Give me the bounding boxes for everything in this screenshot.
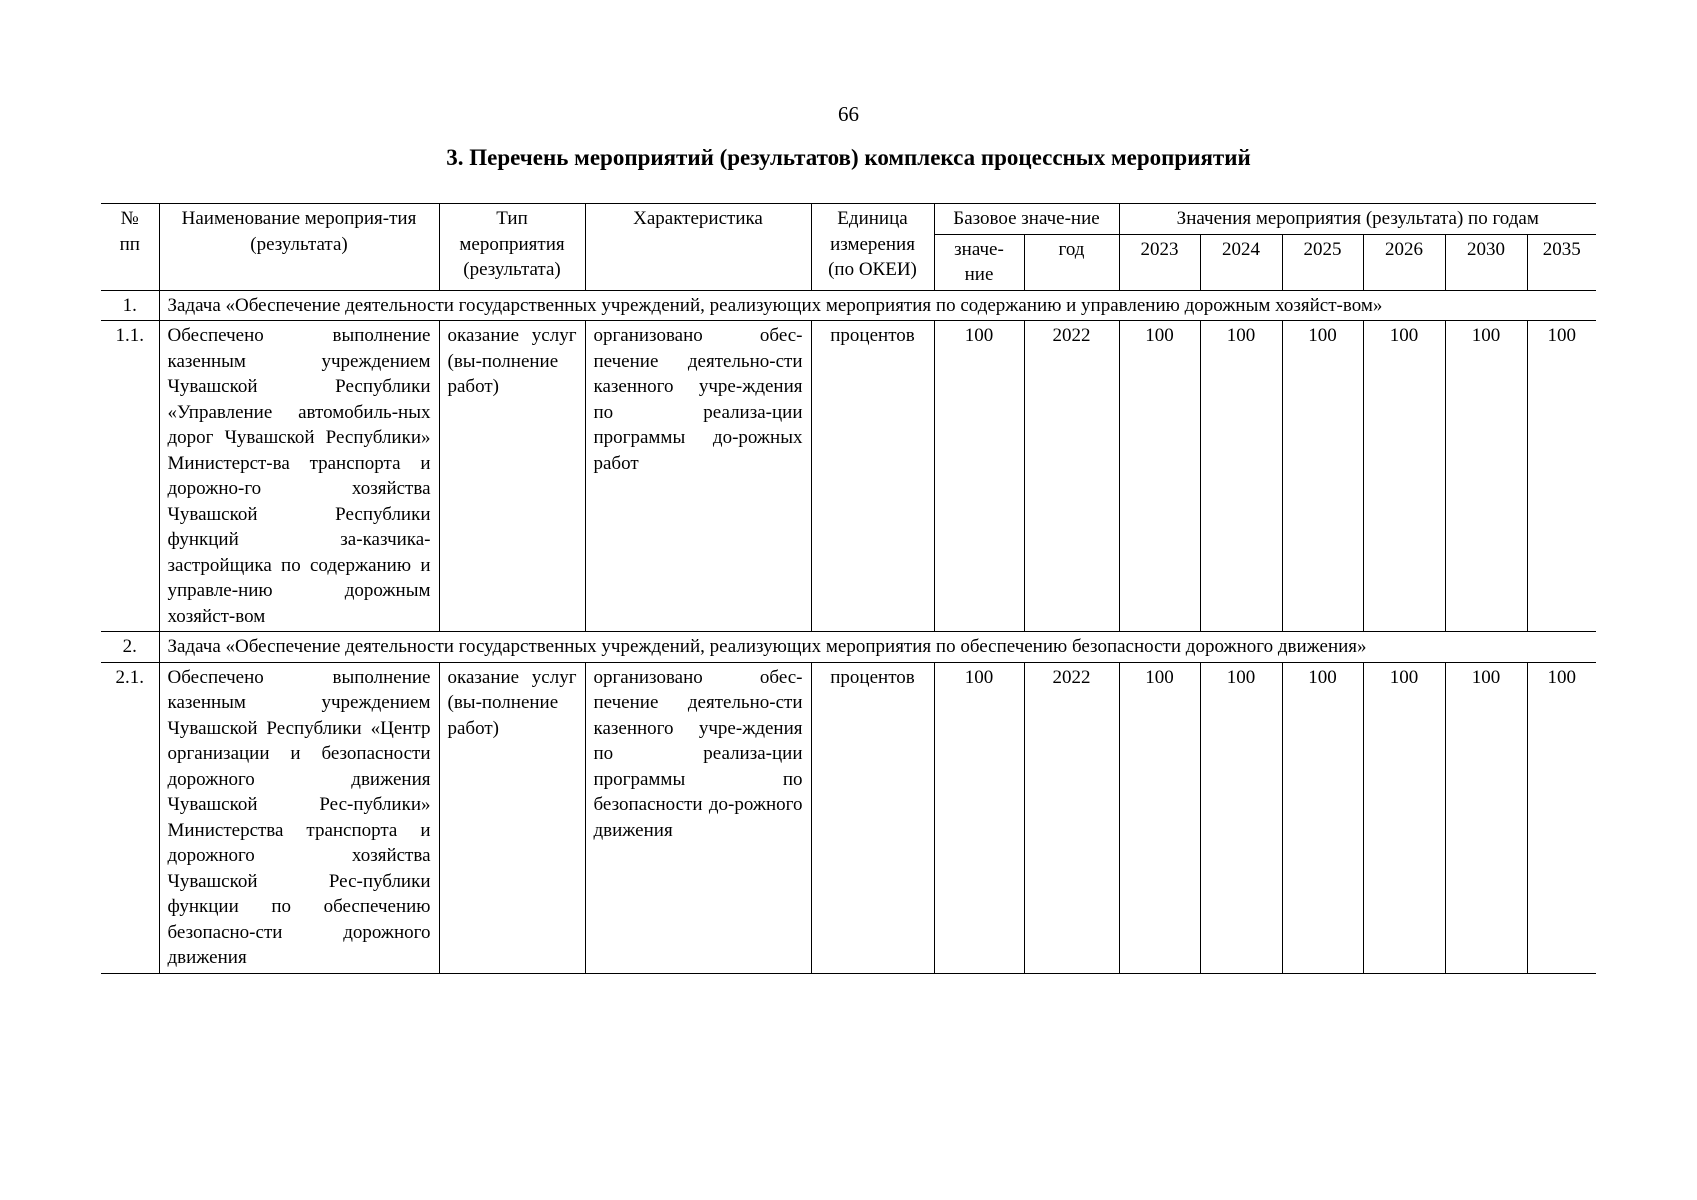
header-row-1 (101, 204, 1596, 235)
row-name: Обеспечено выполнение казенным учреждением Чувашской Республики «Центр организации и безопасности дорожного движения Чувашской Рес-публики» Министерства транспорта и дорожного хозяйства Чувашской Рес-публики функции по обеспечению безопасно-сти дорожного движения (159, 662, 439, 973)
row-value: 100 (1282, 321, 1363, 632)
task-num: 2. (101, 632, 159, 663)
task-text: Задача «Обеспечение деятельности государственных учреждений, реализующих мероприятия по обеспечению безопасности дорожного движения» (159, 632, 1596, 663)
header-year: 2035 (1527, 234, 1596, 290)
page-number: 66 (838, 102, 859, 126)
row-value: 100 (1282, 662, 1363, 973)
header-num: № пп (101, 204, 159, 291)
document-title: 3. Перечень мероприятий (результатов) комплекса процессных мероприятий (446, 145, 1251, 170)
task-row (101, 290, 1596, 321)
row-characteristic: организовано обес-печение деятельно-сти казенного учре-ждения по реализа-ции программы до-рожных работ (585, 321, 811, 632)
row-base-year: 2022 (1024, 321, 1119, 632)
row-value: 100 (1363, 662, 1445, 973)
row-base-year: 2022 (1024, 662, 1119, 973)
header-characteristic: Характеристика (585, 204, 811, 291)
row-value: 100 (1363, 321, 1445, 632)
header-type: Тип мероприятия (результата) (439, 204, 585, 291)
row-value: 100 (1119, 662, 1200, 973)
row-base-value: 100 (934, 662, 1024, 973)
header-unit: Единица измерения (по ОКЕИ) (811, 204, 934, 291)
row-base-value: 100 (934, 321, 1024, 632)
header-year: 2023 (1119, 234, 1200, 290)
header-base-value: значе-ние (934, 234, 1024, 290)
row-unit: процентов (811, 321, 934, 632)
activities-table (101, 203, 1596, 974)
row-value: 100 (1119, 321, 1200, 632)
header-values-by-year: Значения мероприятия (результата) по годам (1119, 204, 1596, 235)
row-type: оказание услуг (вы-полнение работ) (439, 662, 585, 973)
header-year: 2025 (1282, 234, 1363, 290)
row-value: 100 (1445, 321, 1527, 632)
task-row (101, 632, 1596, 663)
header-year: 2030 (1445, 234, 1527, 290)
table-row (101, 662, 1596, 973)
header-year: 2024 (1200, 234, 1282, 290)
table-row (101, 321, 1596, 632)
row-value: 100 (1200, 321, 1282, 632)
row-value: 100 (1527, 321, 1596, 632)
row-unit: процентов (811, 662, 934, 973)
header-base-year: год (1024, 234, 1119, 290)
row-value: 100 (1200, 662, 1282, 973)
row-characteristic: организовано обес-печение деятельно-сти казенного учре-ждения по реализа-ции программы по безопасности до-рожного движения (585, 662, 811, 973)
row-num: 1.1. (101, 321, 159, 632)
row-value: 100 (1445, 662, 1527, 973)
row-type: оказание услуг (вы-полнение работ) (439, 321, 585, 632)
row-num: 2.1. (101, 662, 159, 973)
header-name: Наименование мероприя-тия (результата) (159, 204, 439, 291)
task-text: Задача «Обеспечение деятельности государственных учреждений, реализующих мероприятия по содержанию и управлению дорожным хозяйст-вом» (159, 290, 1596, 321)
row-value: 100 (1527, 662, 1596, 973)
header-year: 2026 (1363, 234, 1445, 290)
task-num: 1. (101, 290, 159, 321)
header-base: Базовое значе-ние (934, 204, 1119, 235)
row-name: Обеспечено выполнение казенным учреждением Чувашской Республики «Управление автомобиль-ных дорог Чувашской Республики» Министерст-ва транспорта и дорожно-го хозяйства Чувашской Республики функций за-казчика-застройщика по содержанию и управле-нию дорожным хозяйст-вом (159, 321, 439, 632)
